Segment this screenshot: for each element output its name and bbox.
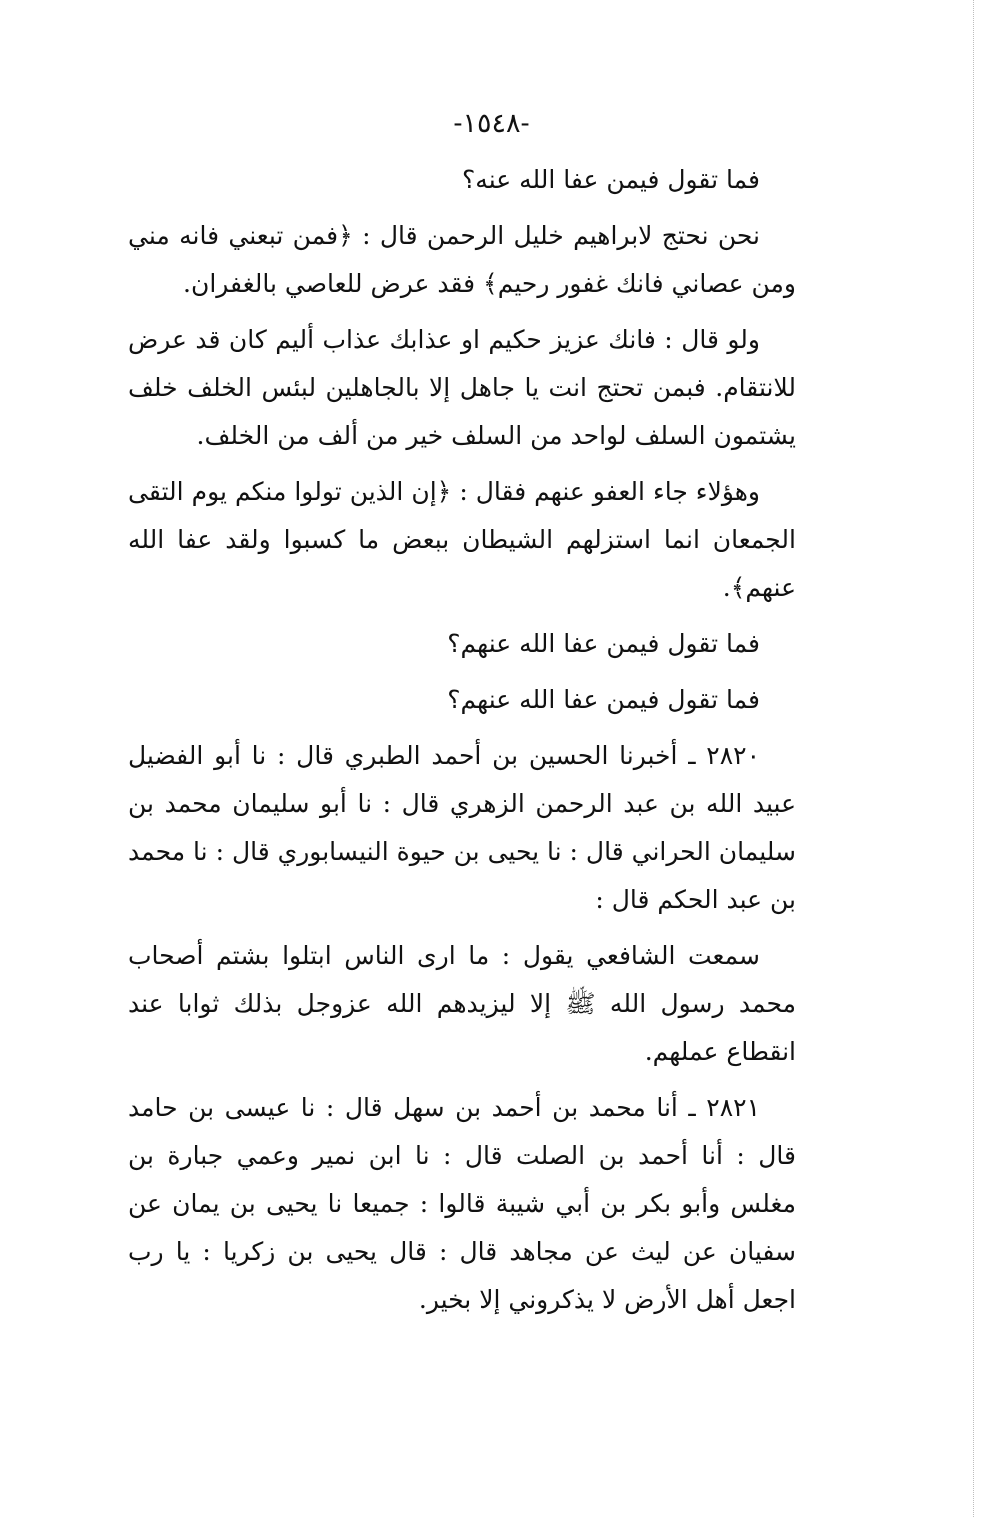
- paragraph-question-3: فما تقول فيمن عفا الله عنهم؟: [447, 685, 760, 714]
- paragraph-question-1: فما تقول فيمن عفا الله عنه؟: [462, 165, 760, 194]
- page-edge-line: [973, 0, 974, 1517]
- paragraph-hadith-2821: ٢٨٢١ ـ أنا محمد بن أحمد بن سهل قال : نا عيسى بن حامد قال : أنا أحمد بن الصلت قال : نا ابن نمير وعمي جبارة بن مغلس وأبو بكر بن أبي شيبة قالوا : جميعا نا يحيى بن يمان عن سفيان عن ليث عن مجاهد قال : قال يحيى بن زكريا : يا رب اجعل أهل الأرض لا يذكروني إلا بخير.: [128, 1093, 796, 1314]
- paragraph-shafii-saying: سمعت الشافعي يقول : ما ارى الناس ابتلوا بشتم أصحاب محمد رسول الله ﷺ إلا ليزيدهم الله عزوجل بذلك ثوابا عند انقطاع عملهم.: [128, 941, 796, 1066]
- paragraph-forgiveness-verse: وهؤلاء جاء العفو عنهم فقال : ﴿إن الذين تولوا منكم يوم التقى الجمعان انما استزلهم الشيطان ببعض ما كسبوا ولقد عفا الله عنهم﴾.: [128, 477, 796, 602]
- paragraph-question-2: فما تقول فيمن عفا الله عنهم؟: [447, 629, 760, 658]
- page-number: -١٥٤٨-: [453, 108, 530, 139]
- body-text: [128, 156, 796, 1332]
- paragraph-punishment-argument: ولو قال : فانك عزيز حكيم او عذابك عذاب أليم كان قد عرض للانتقام. فبمن تحتج انت يا جاهل إلا بالجاهلين لبئس الخلف خلف يشتمون السلف لواحد من السلف خير من ألف من الخلف.: [128, 325, 796, 450]
- paragraph-hadith-2820: ٢٨٢٠ ـ أخبرنا الحسين بن أحمد الطبري قال : نا أبو الفضيل عبيد الله بن عبد الرحمن الزهري قال : نا أبو سليمان محمد بن سليمان الحراني قال : نا يحيى بن حيوة النيسابوري قال : نا محمد بن عبد الحكم قال :: [128, 741, 796, 914]
- paragraph-ibrahim-argument: نحن نحتج لابراهيم خليل الرحمن قال : ﴿فمن تبعني فانه مني ومن عصاني فانك غفور رحيم﴾ فقد عرض للعاصي بالغفران.: [128, 221, 796, 298]
